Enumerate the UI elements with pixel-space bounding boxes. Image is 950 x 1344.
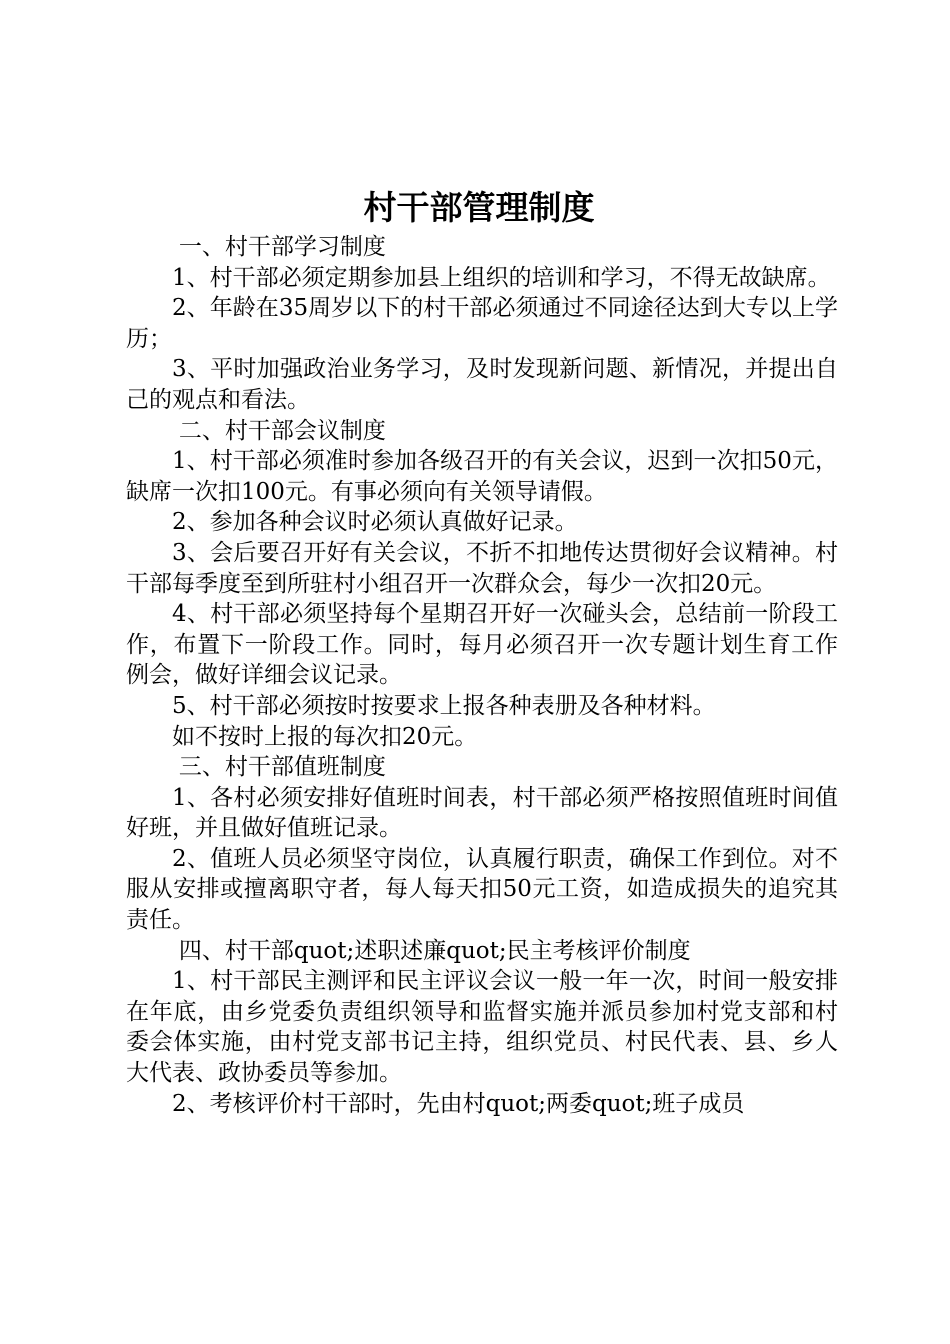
document-title: 村干部管理制度: [363, 188, 595, 227]
section-heading-2: 二、村干部会议制度: [178, 417, 386, 444]
section-heading-1: 一、村干部学习制度: [178, 234, 386, 260]
paragraph: 2、年龄在35周岁以下的村干部必须通过不同途径达到大专以上学历；: [126, 295, 838, 352]
section-heading-3: 三、村干部值班制度: [178, 754, 386, 781]
paragraph: 4、村干部必须坚持每个星期召开好一次碰头会，总结前一阶段工作，布置下一阶段工作。同时，每月必须召开一次专题计划生育工作例会，做好详细会议记录。: [126, 601, 838, 689]
paragraph: 2、参加各种会议时必须认真做好记录。: [172, 509, 578, 536]
paragraph: 如不按时上报的每次扣20元。: [172, 723, 478, 750]
paragraph: 1、各村必须安排好值班时间表，村干部必须严格按照值班时间值好班，并且做好值班记录。: [126, 784, 838, 842]
paragraph: 1、村干部民主测评和民主评议会议一般一年一次，时间一般安排在年底，由乡党委负责组织领导和监督实施并派员参加村党支部和村委会体实施，由村党支部书记主持，组织党员、村民代表、县、乡人大代表、政协委员等参加。: [126, 968, 838, 1087]
section-heading-4: 四、村干部quot;述职述廉quot;民主考核评价制度: [178, 937, 691, 964]
paragraph: 5、村干部必须按时按要求上报各种表册及各种材料。: [172, 692, 716, 719]
document-body: [126, 232, 838, 1119]
paragraph: 2、值班人员必须坚守岗位，认真履行职责，确保工作到位。对不服从安排或擅离职守者，每人每天扣50元工资，如造成损失的追究其责任。: [126, 845, 838, 934]
paragraph: 1、村干部必须准时参加各级召开的有关会议，迟到一次扣50元，缺席一次扣100元。有事必须向有关领导请假。: [126, 448, 838, 505]
paragraph: 1、村干部必须定期参加县上组织的培训和学习，不得无故缺席。: [172, 264, 831, 291]
paragraph: 3、平时加强政治业务学习，及时发现新问题、新情况，并提出自己的观点和看法。: [126, 356, 838, 413]
paragraph: 2、考核评价村干部时，先由村quot;两委quot;班子成员: [172, 1090, 745, 1117]
paragraph: 3、会后要召开好有关会议，不折不扣地传达贯彻好会议精神。村干部每季度至到所驻村小组召开一次群众会，每少一次扣20元。: [126, 539, 838, 597]
